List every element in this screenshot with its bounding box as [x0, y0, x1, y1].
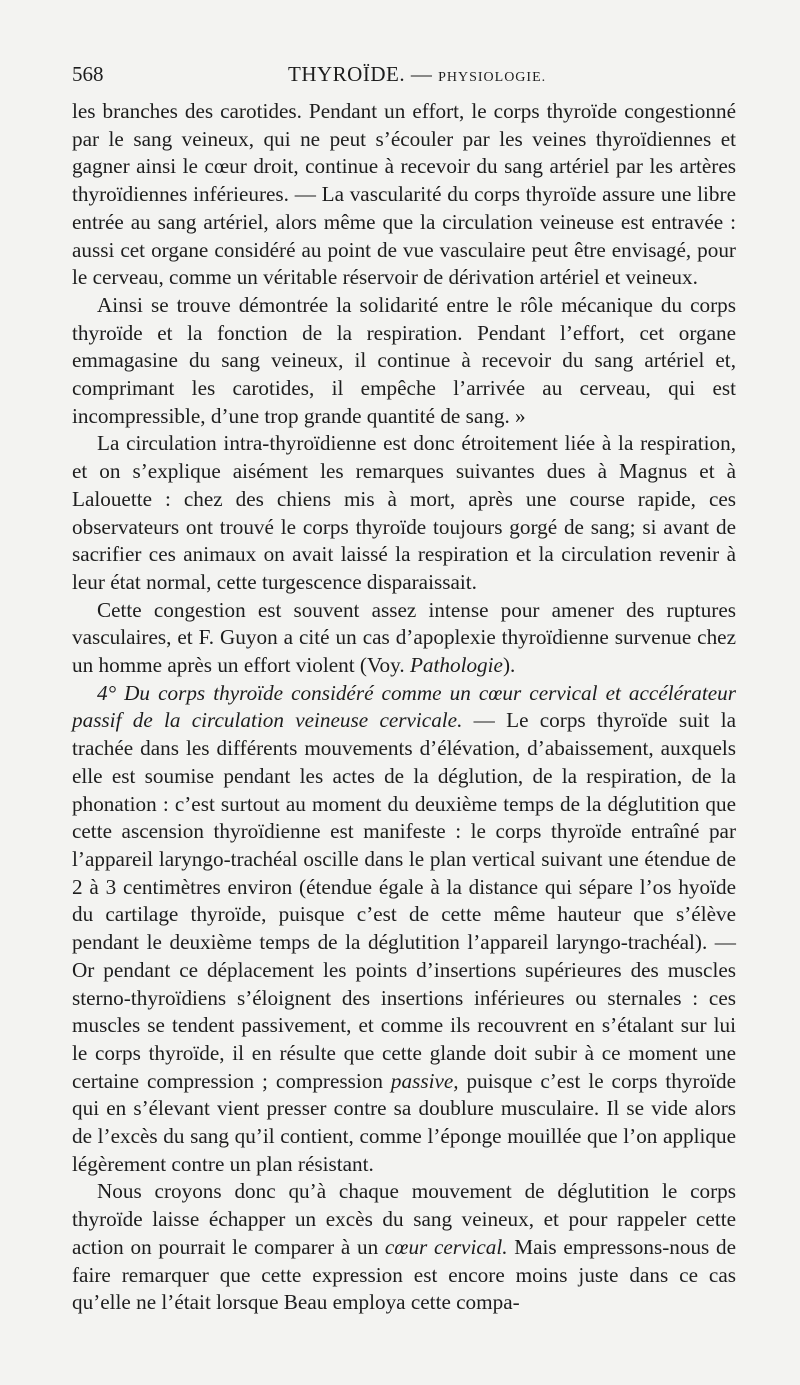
paragraph-3: La circulation intra-thyroïdienne est donc étroitement liée à la respiration, et on s’explique aisément les remarques suivantes dues à Magnus et à Lalouette : chez des chiens mis à mort, après une course rapide, ces observateurs ont trouvé le corps thyroïde toujours gorgé de sang; si avant de sacrifier ces animaux on avait laissé la respiration et la circulation revenir à leur état normal, cette turgescence disparaissait. — [72, 431, 736, 594]
paragraph-6-text: Nous croyons donc qu’à chaque mouvement de déglutition le corps thyroïde laisse échapper un excès du sang veineux, et pour rappeler cette action on pourrait le comparer à un — [72, 1179, 736, 1259]
paragraph-4-italic: Pathologie — [409, 653, 503, 678]
body-text — [72, 98, 736, 1317]
paragraph-2: Ainsi se trouve démontrée la solidarité entre le rôle mécanique du corps thyroïde et la fonction de la respiration. Pendant l’effort, cet organe emmagasine du sang veineux, il continue à recevoir du sang artériel et, comprimant les carotides, il empêche l’arrivée au cerveau, qui est incompressible, d’une trop grande quantité de sang. » — [72, 292, 736, 428]
paragraph-1: les branches des carotides. Pendant un effort, le corps thyroïde congestionné par le sang veineux, qui ne peut s’écouler par les veines thyroïdiennes et gagner ainsi le cœur droit, continue à recevoir du sang artériel par les artères thyroïdiennes inférieures. — La vascularité du corps thyroïde assure une libre entrée au sang artériel, alors même que la circulation veineuse est entravée : aussi cet organe considéré au point de vue vasculaire peut être envisagé, pour le cerveau, comme un véritable réservoir de dérivation artériel et veineux. — [72, 99, 736, 290]
running-title — [288, 62, 546, 87]
page-number: 568 — [72, 62, 104, 86]
paragraph-5-text: — Le corps thyroïde suit la trachée dans les différents mouvements d’élévation, d’abaissement, auxquels elle est soumise pendant les actes de la déglution, de la respiration, de la phonation : c’est surtout au moment du deuxième temps de la déglutition que cette ascension thyroïdienne est manifeste : le corps thyroïde entraîné par l’appareil laryngo-trachéal oscille dans le plan vertical suivant une étendue de 2 à 3 centimètres environ (étendue égale à la distance qui sépare l’os hyoïde du cartilage thyroïde, puisque c’est de cette même hauteur que s’élève pendant le deuxième temps de la déglutition l’appareil laryngo-trachéal). — Or pendant ce déplacement les points d’insertions supérieures des muscles sterno-thyroïdiens s’éloignent des insertions inférieures ou sternales : ces muscles se tendent passivement, et comme ils recouvrent en s’étalant sur lui le corps thyroïde, il en résulte que cette glande doit subir à ce moment une certaine compression ; compression — [72, 708, 737, 1093]
section-heading: 4° Du corps thyroïde considéré comme un cœur cervical et accélérateur passif de la circulation veineuse cervicale. — [72, 680, 736, 733]
paragraph-6 — [72, 1178, 736, 1317]
running-head — [72, 62, 736, 92]
paragraph-4-text-end: ). — [502, 653, 516, 678]
chapter-title: THYROÏDE. — [288, 62, 406, 86]
paragraph-4 — [72, 597, 736, 680]
section-title: PHYSIOLOGIE. — [438, 70, 547, 85]
paragraph-5 — [72, 680, 736, 1179]
paragraph-6-text-end: Mais empressons-nous de faire remarquer que cette expression est encore moins juste dans ce cas qu’elle ne l’était lorsque Beau employa cette compa- — [72, 1234, 736, 1315]
paragraph-5-italic: passive, — [390, 1068, 459, 1093]
paragraph-6-italic: cœur cervical. — [384, 1234, 508, 1259]
paragraph-5-text-end: puisque c’est le corps thyroïde qui en s’élevant vient presser contre sa doublure musculaire. Il se vide alors de l’excès du sang qu’il contient, comme l’éponge mouillée que l’on applique légèrement contre un plan résistant. — [72, 1068, 736, 1176]
title-separator: — — [410, 62, 433, 86]
paragraph-4-text: Cette congestion est souvent assez intense pour amener des ruptures vasculaires, et F. Guyon a cité un cas d’apoplexie thyroïdienne survenue chez un homme après un effort violent (Voy. — [72, 597, 736, 678]
